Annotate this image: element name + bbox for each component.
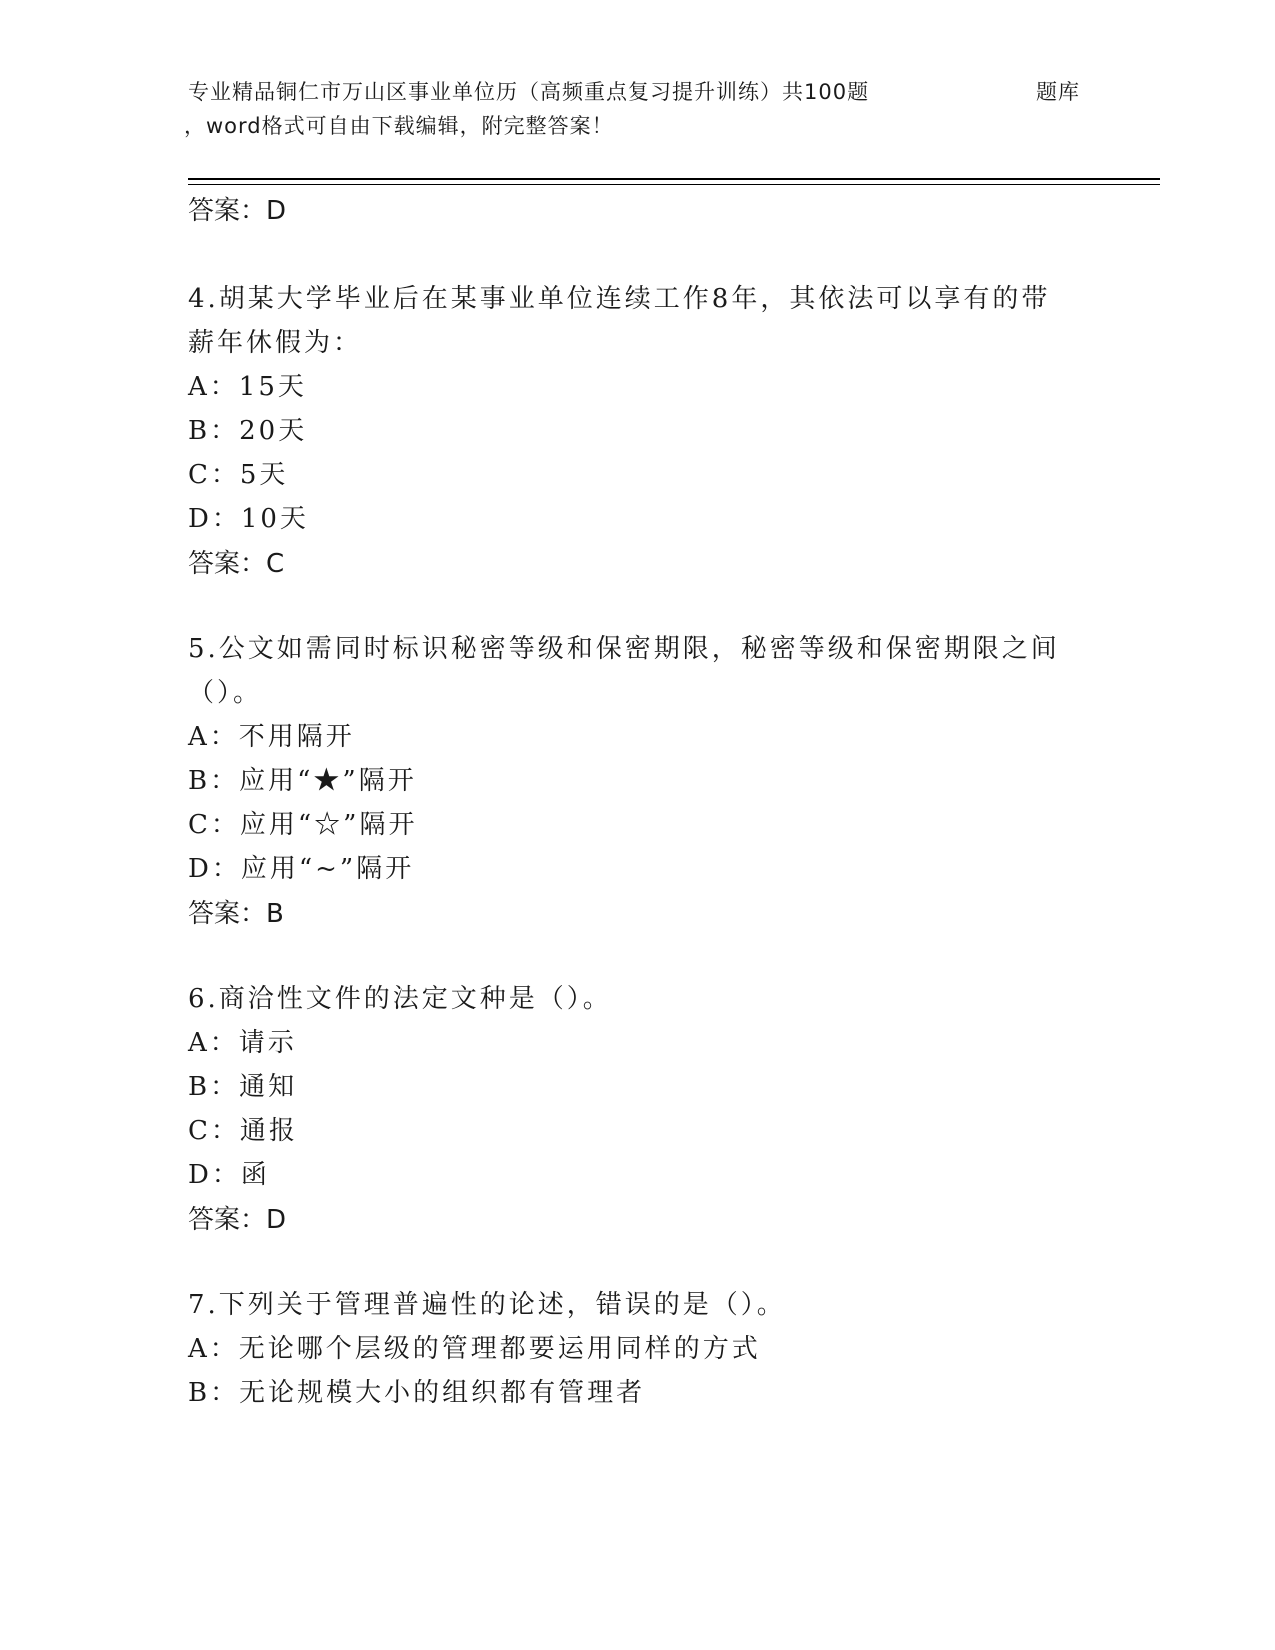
question-5-answer: 答案：B [188,899,284,929]
header-divider-thick [188,178,1160,180]
question-6-option-a: A：请示 [188,1028,297,1058]
question-4-option-a: A：15天 [188,372,307,402]
question-6-option-c: C：通报 [188,1116,298,1146]
header-divider-thin [188,184,1160,185]
question-6-option-b: B：通知 [188,1072,298,1102]
question-7-option-a: A：无论哪个层级的管理都要运用同样的方式 [188,1334,761,1364]
question-5-option-b: B：应用“★”隔开 [188,766,417,796]
header-tag: 题库 [1036,80,1080,104]
question-6-answer: 答案：D [188,1205,287,1235]
question-6-text-line1: 6.商洽性文件的法定文种是（）。 [188,984,612,1014]
question-4-option-c: C：5天 [188,460,289,490]
question-5-option-a: A：不用隔开 [188,722,355,752]
question-4-option-d: D：10天 [188,504,309,534]
header-title: 专业精品铜仁市万山区事业单位历（高频重点复习提升训练）共100题 [188,80,870,104]
question-6-option-d: D：函 [188,1160,270,1190]
question-5-text-line2: （）。 [188,678,263,708]
question-4-answer: 答案：C [188,549,285,579]
question-7-text-line1: 7.下列关于管理普遍性的论述，错误的是（）。 [188,1290,786,1320]
header-subtitle: ，word格式可自由下载编辑，附完整答案！ [184,114,614,138]
question-4-option-b: B：20天 [188,416,308,446]
question-4-text-line2: 薪年休假为： [188,328,363,358]
previous-answer: 答案：D [188,196,287,226]
question-5-option-c: C：应用“☆”隔开 [188,810,418,840]
question-5-option-d: D：应用“~”隔开 [188,854,415,884]
question-4-text-line1: 4.胡某大学毕业后在某事业单位连续工作8年，其依法可以享有的带 [188,284,1051,314]
question-5-text-line1: 5.公文如需同时标识秘密等级和保密期限，秘密等级和保密期限之间 [188,634,1060,664]
question-7-option-b: B：无论规模大小的组织都有管理者 [188,1378,646,1408]
